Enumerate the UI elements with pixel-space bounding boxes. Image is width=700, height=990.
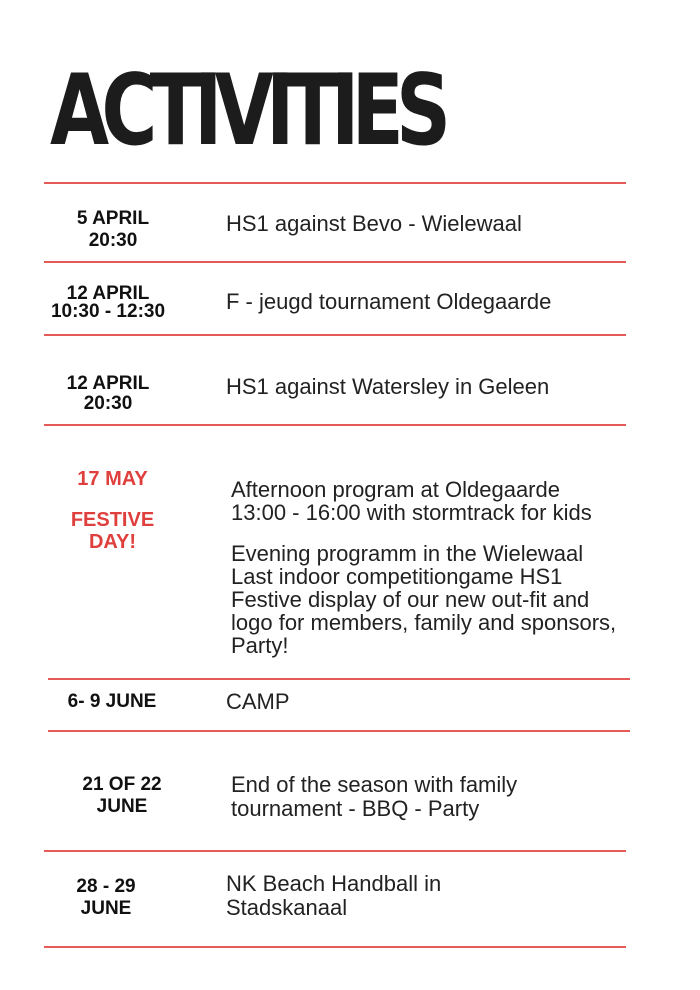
divider [44,424,626,426]
event-date: 12 APRIL 20:30 [66,373,150,414]
event-date: 21 OF 22 JUNE [82,774,162,817]
event-description: HS1 against Watersley in Geleen [226,374,550,399]
page-title: ACTIVITIES [50,54,444,168]
event-date: 5 APRIL 20:30 [76,208,150,251]
event-date: 12 APRIL 10:30 - 12:30 [50,283,166,322]
event-date: 28 - 29 JUNE [76,876,136,919]
divider [48,678,630,680]
event-description: Afternoon program at Oldegaarde 13:00 - 16:00 with stormtrack for kids Evening programm in the Wielewaal Last indoor competitiongame HS1 Festive display of our new out-fit and logo for members, family and sponsors, Party! [231,477,617,658]
divider [44,182,626,184]
divider [44,946,626,948]
event-description: CAMP [226,689,290,714]
divider [48,730,630,732]
event-description: End of the season with family tournament - BBQ - Party [231,772,518,821]
divider [44,261,626,263]
event-description: F - jeugd tournament Oldegaarde [226,289,552,314]
event-date: 6- 9 JUNE [67,691,157,712]
divider [44,334,626,336]
event-description: NK Beach Handball in Stadskanaal [226,871,442,920]
event-date: 17 MAY FESTIVE DAY! [70,468,155,553]
event-description: HS1 against Bevo - Wielewaal [226,211,522,236]
divider [44,850,626,852]
